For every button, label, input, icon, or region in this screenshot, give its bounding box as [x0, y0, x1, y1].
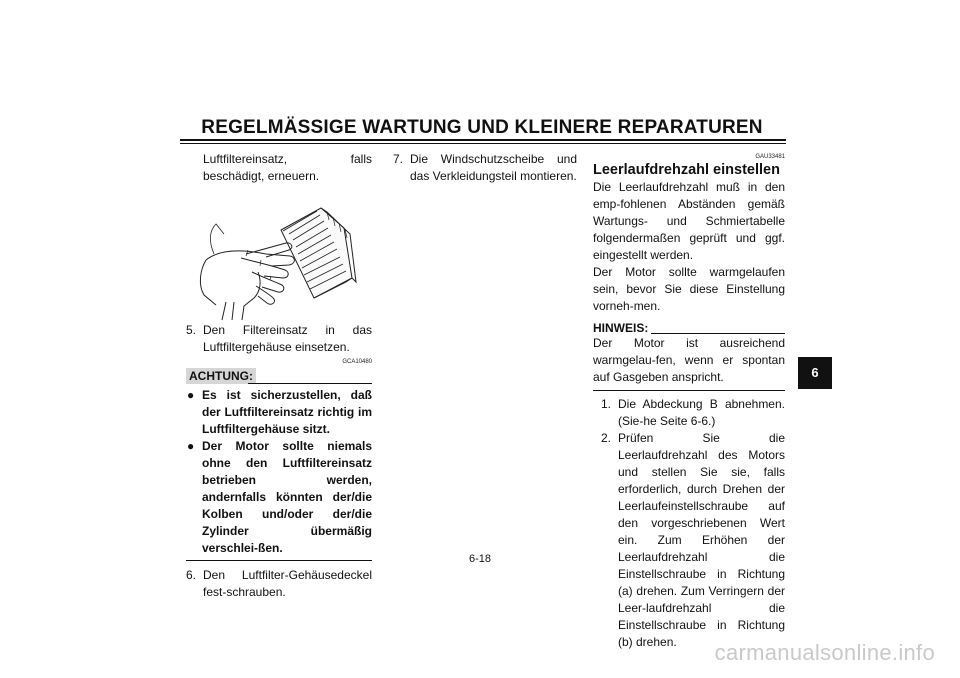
step-6: 6. Den Luftfilter-Gehäusedeckel fest-schrauben. — [186, 568, 372, 599]
bullet-icon: ● — [187, 388, 195, 402]
note-end-rule — [593, 390, 785, 391]
column-middle — [393, 151, 577, 185]
page-title: REGELMÄSSIGE WARTUNG UND KLEINERE REPARATUREN — [201, 117, 763, 138]
column-left — [186, 151, 372, 601]
paragraph: Die Leerlaufdrehzahl muß in den emp-fohlenen Abständen gemäß Wartungs- und Schmiertabelle folgendermaßen geprüft und ggf. eingestellt werden. — [593, 180, 785, 262]
step-7: 7. Die Windschutzscheibe und das Verkleidungsteil montieren. — [393, 152, 577, 183]
step-1: 1. Die Abdeckung B abnehmen. (Sie-he Seite 6-6.) — [601, 397, 785, 428]
caution-header — [186, 368, 372, 385]
caution-rule — [248, 383, 372, 384]
column-right — [593, 153, 785, 651]
caution-code: GCA10480 — [342, 359, 372, 365]
intro-text: Luftfiltereinsatz, falls beschädigt, erneuern. — [203, 152, 372, 183]
header-rule-thin — [180, 143, 786, 144]
air-filter-illustration — [186, 190, 372, 322]
note-text: Der Motor ist ausreichend warmgelau-fen, wenn er spontan auf Gasgeben anspricht. — [593, 336, 785, 384]
caution-label: ACHTUNG: — [186, 368, 256, 384]
header-rule-thick — [180, 139, 786, 141]
bullet-icon: ● — [187, 439, 195, 453]
chapter-tab: 6 — [798, 357, 832, 389]
note-rule — [651, 333, 785, 334]
note-header — [593, 321, 785, 335]
page-number: 6-18 — [468, 553, 492, 565]
section-title: Leerlaufdrehzahl einstellen — [593, 162, 780, 178]
section-code: GAU33481 — [755, 154, 785, 160]
caution-bullet: ● Der Motor sollte niemals ohne den Luftfiltereinsatz betrieben werden, andernfalls könnten der/die Kolben und/oder der/die Zylinder übermäßig verschlei-ßen. — [187, 439, 372, 555]
step-5: 5. Den Filtereinsatz in das Luftfiltergehäuse einsetzen. — [186, 323, 372, 354]
note-label: HINWEIS: — [593, 321, 649, 335]
step-2: 2. Prüfen Sie die Leerlaufdrehzahl des Motors und stellen Sie sie, falls erforderlich, durch Drehen der Leerlaufeinstellschraube auf den vorgeschriebenen Wert ein. Zum Erhöhen der Leerlaufdrehzahl die Einstellschraube in Richtung (a) drehen. Zum Verringern der Leer-laufdrehzahl die Einstellschraube in Richtung (b) drehen. — [601, 431, 785, 649]
paragraph: Der Motor sollte warmgelaufen sein, bevor Sie diese Einstellung vorneh-men. — [593, 265, 785, 313]
hand-holding-air-filter-illustration — [186, 190, 372, 322]
caution-end-rule — [186, 560, 372, 561]
watermark: carmanualsonline.info — [714, 640, 935, 665]
caution-bullet: ● Es ist sicherzustellen, daß der Luftfiltereinsatz richtig im Luftfiltergehäuse sitzt. — [187, 388, 372, 436]
